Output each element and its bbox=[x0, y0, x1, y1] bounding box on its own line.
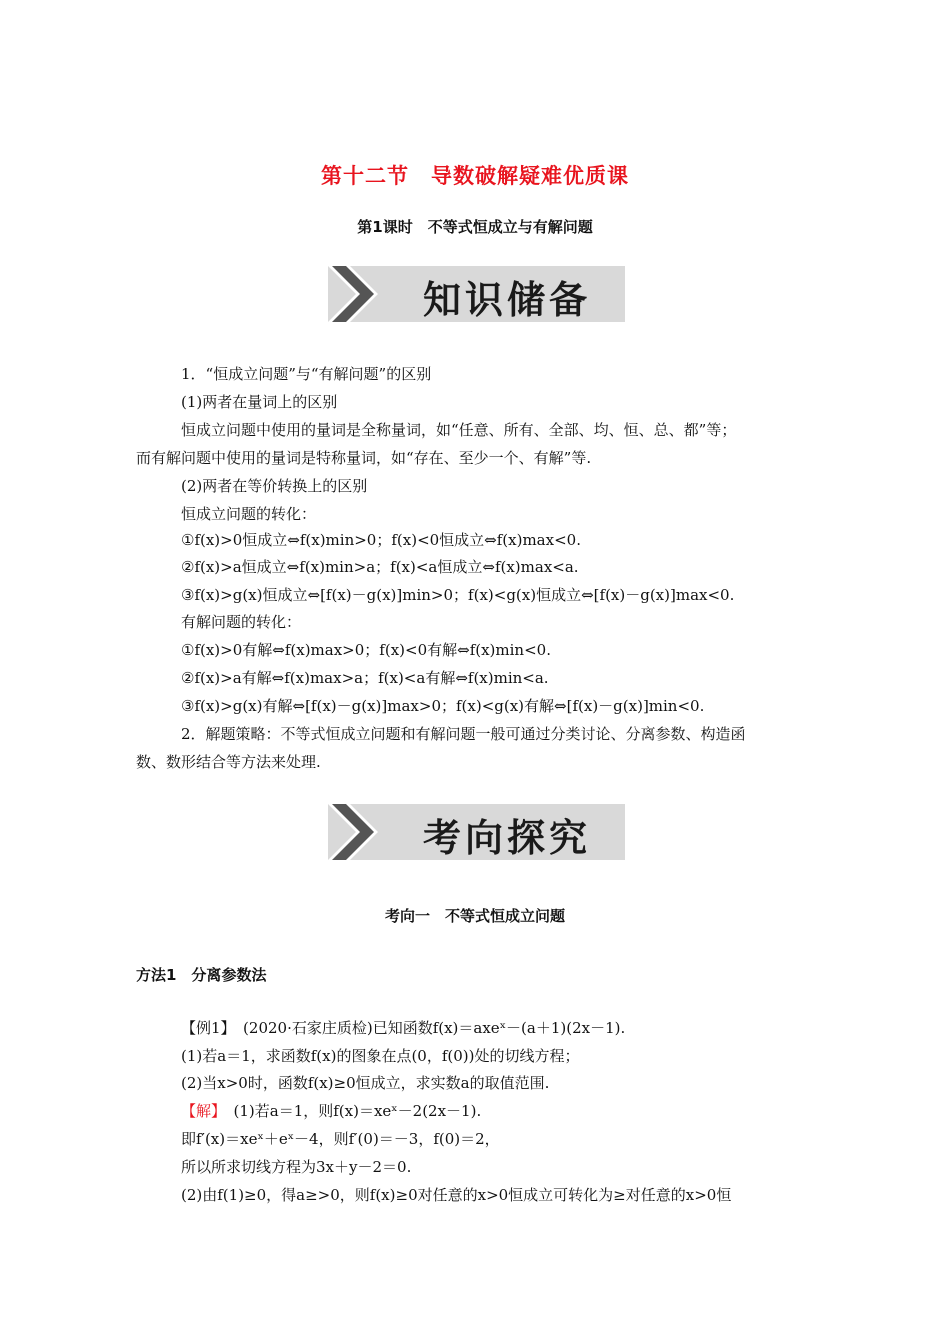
solution-line: 所以所求切线方程为3x＋y－2＝0. bbox=[181, 1158, 412, 1176]
knowledge-line: ③f(x)>g(x)恒成立⇔[f(x)－g(x)]min>0；f(x)<g(x)恒成立⇔[f(x)－g(x)]max<0. bbox=[181, 586, 735, 604]
example-text: (2020·石家庄质检)已知函数f(x)＝axeˣ－(a＋1)(2x－1). bbox=[228, 1019, 626, 1037]
banner-label: 知识储备 bbox=[422, 278, 591, 322]
solution-line: 即f′(x)＝xeˣ＋eˣ－4，则f′(0)＝－3，f(0)＝2， bbox=[181, 1130, 500, 1148]
knowledge-line: 2．解题策略：不等式恒成立问题和有解问题一般可通过分类讨论、分离参数、构造函 bbox=[181, 725, 746, 743]
knowledge-line: 恒成立问题中使用的量词是全称量词，如“任意、所有、全部、均、恒、总、都”等； bbox=[181, 421, 737, 439]
section-banner-exploration bbox=[328, 804, 625, 860]
knowledge-line: 有解问题的转化： bbox=[181, 613, 302, 631]
example-stem bbox=[181, 1018, 625, 1038]
knowledge-line: (2)两者在等价转换上的区别 bbox=[181, 477, 368, 495]
solution-text: (1)若a＝1，则f(x)＝xeˣ－2(2x－1). bbox=[218, 1102, 482, 1120]
knowledge-line: (1)两者在量词上的区别 bbox=[181, 393, 338, 411]
section-banner-knowledge bbox=[328, 266, 625, 322]
chevron-arrow-icon bbox=[328, 266, 390, 322]
knowledge-line: ②f(x)>a恒成立⇔f(x)min>a；f(x)<a恒成立⇔f(x)max<a. bbox=[181, 558, 579, 576]
solution-line bbox=[181, 1101, 481, 1121]
section-heading: 考向一 不等式恒成立问题 bbox=[384, 907, 565, 925]
knowledge-line: 恒成立问题的转化： bbox=[181, 505, 317, 523]
knowledge-line: ②f(x)>a有解⇔f(x)max>a；f(x)<a有解⇔f(x)min<a. bbox=[181, 669, 549, 687]
lesson-subtitle: 第1课时 不等式恒成立与有解问题 bbox=[357, 218, 593, 236]
question-2: (2)当x>0时，函数f(x)≥0恒成立，求实数a的取值范围. bbox=[181, 1074, 550, 1092]
solution-line: (2)由f(1)≥0，得a≥>0，则f(x)≥0对任意的x>0恒成立可转化为≥对任意的x>0恒 bbox=[181, 1186, 732, 1204]
knowledge-line: 而有解问题中使用的量词是特称量词，如“存在、至少一个、有解”等. bbox=[136, 449, 592, 467]
example-label: 【例1】 bbox=[181, 1019, 229, 1037]
knowledge-line: ①f(x)>0恒成立⇔f(x)min>0；f(x)<0恒成立⇔f(x)max<0. bbox=[181, 531, 581, 549]
question-1: (1)若a＝1，求函数f(x)的图象在点(0，f(0))处的切线方程； bbox=[181, 1047, 580, 1065]
solution-label: 【解】 bbox=[181, 1102, 219, 1120]
knowledge-line: ③f(x)>g(x)有解⇔[f(x)－g(x)]max>0；f(x)<g(x)有解⇔[f(x)－g(x)]min<0. bbox=[181, 697, 705, 715]
method-heading: 方法1 分离参数法 bbox=[136, 966, 267, 984]
banner-label: 考向探究 bbox=[422, 816, 591, 860]
page-title: 第十二节 导数破解疑难优质课 bbox=[321, 164, 629, 188]
knowledge-line: 1．“恒成立问题”与“有解问题”的区别 bbox=[181, 365, 432, 383]
knowledge-line: 数、数形结合等方法来处理. bbox=[136, 753, 321, 771]
chevron-arrow-icon bbox=[328, 804, 390, 860]
knowledge-line: ①f(x)>0有解⇔f(x)max>0；f(x)<0有解⇔f(x)min<0. bbox=[181, 641, 551, 659]
